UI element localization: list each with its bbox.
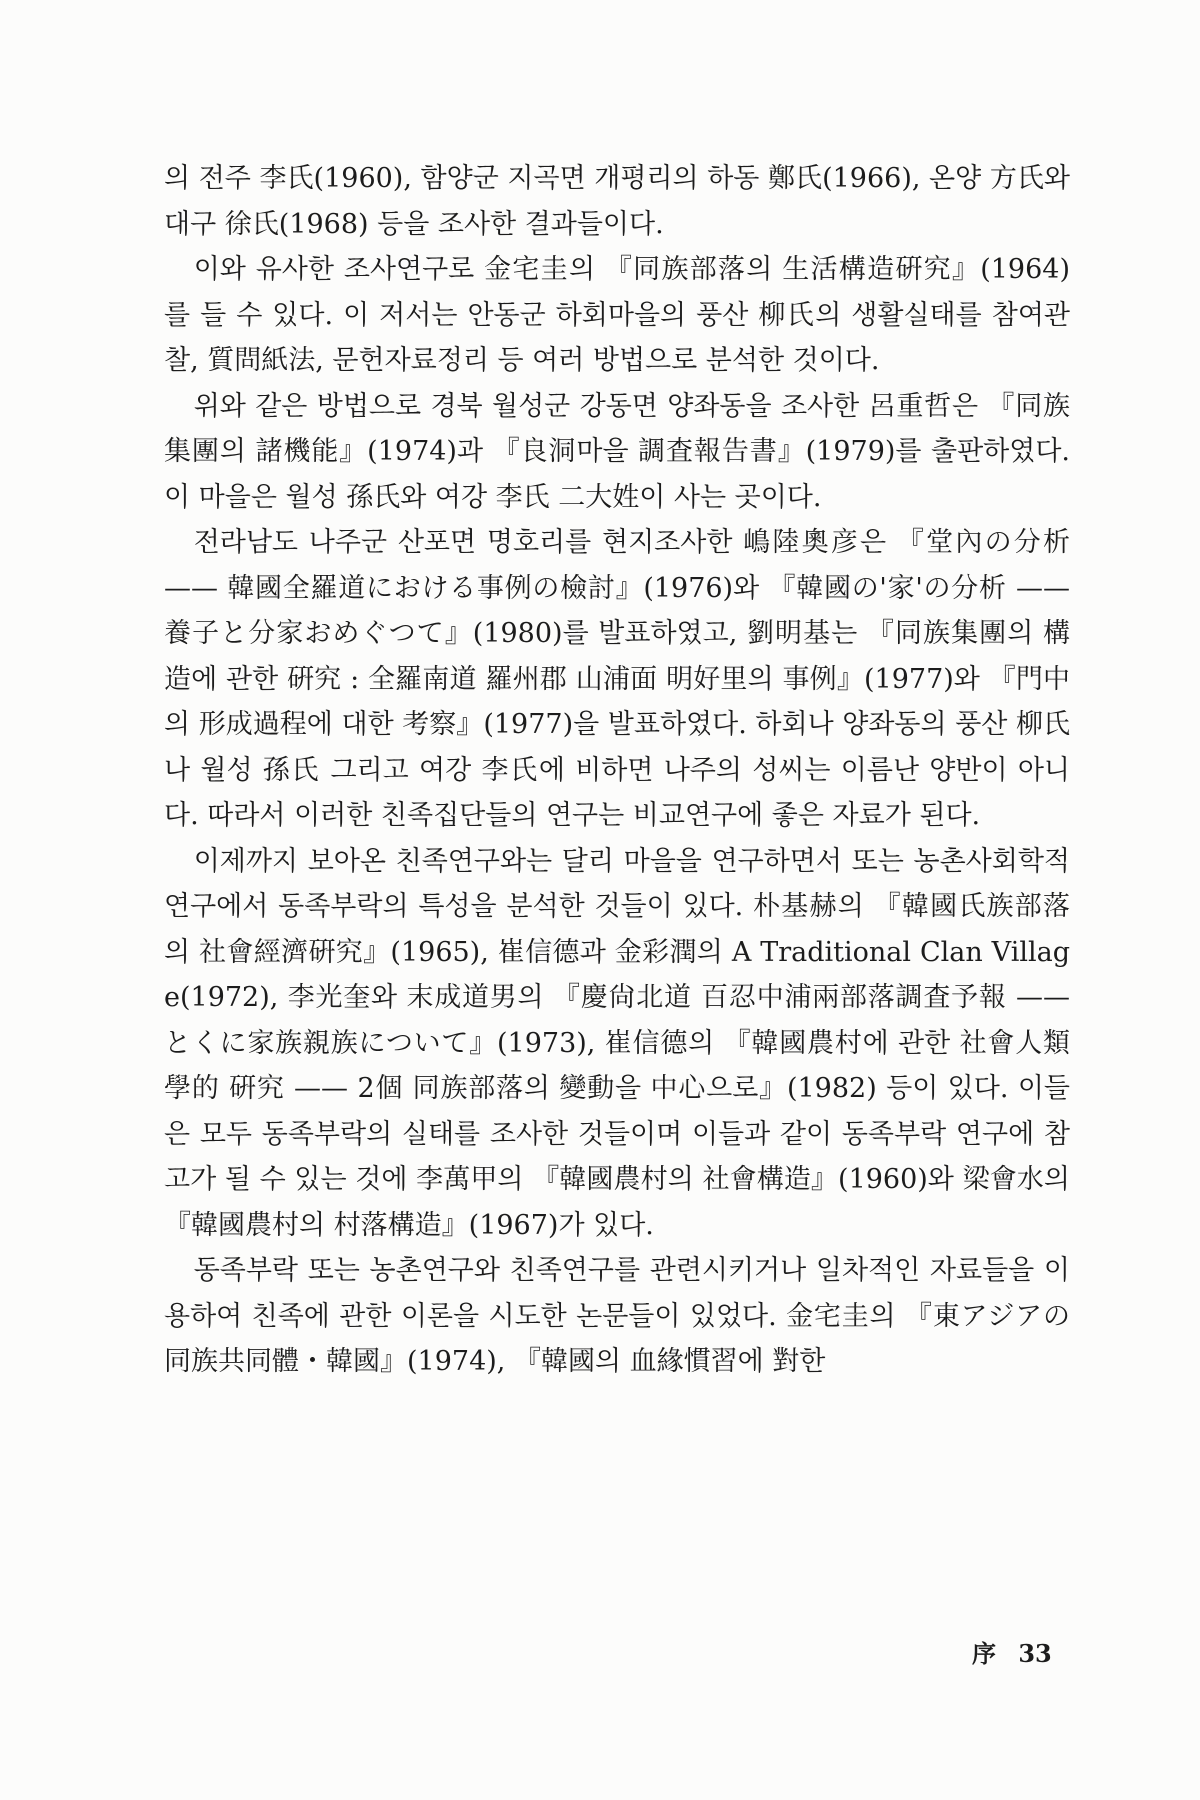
paragraph-2: 이와 유사한 조사연구로 金宅圭의 『同族部落의 生活構造硏究』(1964)를 들 수 있다. 이 저서는 안동군 하회마을의 풍산 柳氏의 생활실태를 참여관찰, 質問紙法, 문헌자료정리 등 여러 방법으로 분석한 것이다. [164, 254, 1070, 376]
section-label: 序 [972, 1639, 996, 1668]
body-text [164, 156, 1070, 1385]
paragraph-6: 동족부락 또는 농촌연구와 친족연구를 관련시키거나 일차적인 자료들을 이용하여 친족에 관한 이론을 시도한 논문들이 있었다. 金宅圭의 『東アジアの同族共同體・韓國』(1974), 『韓國의 血緣慣習에 對한 [164, 1255, 1070, 1377]
paragraph-4: 전라남도 나주군 산포면 명호리를 현지조사한 嶋陸奧彦은 『堂內の分析 —— 韓國全羅道における事例の檢討』(1976)와 『韓國の'家'の分析 —— 養子と分家おめぐつて』(1980)를 발표하였고, 劉明基는 『同族集團의 構造에 관한 硏究 : 全羅南道 羅州郡 山浦面 明好里의 事例』(1977)와 『門中의 形成過程에 대한 考察』(1977)을 발표하였다. 하회나 양좌동의 풍산 柳氏나 월성 孫氏 그리고 여강 李氏에 비하면 나주의 성씨는 이름난 양반이 아니다. 따라서 이러한 친족집단들의 연구는 비교연구에 좋은 자료가 된다. [164, 527, 1070, 831]
page-folio [972, 1634, 1052, 1669]
paragraph-1: 의 전주 李氏(1960), 함양군 지곡면 개평리의 하동 鄭氏(1966), 온양 方氏와 대구 徐氏(1968) 등을 조사한 결과들이다. [164, 163, 1070, 240]
paragraph-3: 위와 같은 방법으로 경북 월성군 강동면 양좌동을 조사한 呂重哲은 『同族集團의 諸機能』(1974)과 『良洞마을 調査報告書』(1979)를 출판하였다. 이 마을은 월성 孫氏와 여강 李氏 二大姓이 사는 곳이다. [164, 390, 1070, 513]
paragraph-5: 이제까지 보아온 친족연구와는 달리 마을을 연구하면서 또는 농촌사회학적 연구에서 동족부락의 특성을 분석한 것들이 있다. 朴基赫의 『韓國氏族部落의 社會經濟硏究』(1965), 崔信德과 金彩潤의 A Traditional Clan Village(1972), 李光奎와 末成道男의 『慶尙北道 百忍中浦兩部落調査予報 —— とくに家族親族について』(1973), 崔信德의 『韓國農村에 관한 社會人類學的 硏究 —— 2個 同族部落의 變動을 中心으로』(1982) 등이 있다. 이들은 모두 동족부락의 실태를 조사한 것들이며 이들과 같이 동족부락 연구에 참고가 될 수 있는 것에 李萬甲의 『韓國農村의 社會構造』(1960)와 梁會水의 『韓國農村의 村落構造』(1967)가 있다. [164, 845, 1070, 1241]
page-number: 33 [1018, 1639, 1052, 1668]
